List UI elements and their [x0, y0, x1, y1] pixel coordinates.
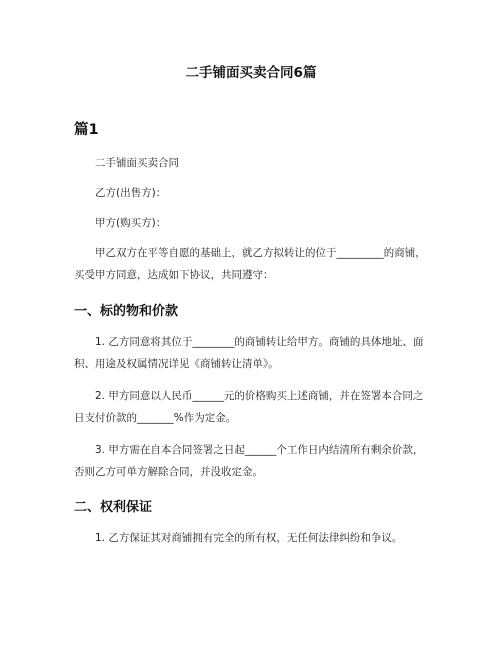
- section-heading-subject-and-price: 一、标的物和价款: [74, 304, 179, 319]
- part-heading: 篇1: [74, 122, 99, 138]
- document-title: 二手铺面买卖合同6篇: [185, 65, 317, 81]
- clause-1-1: 1. 乙方同意将其位于________的商铺转让给甲方。商铺的具体地址、面积、用途及权属情况详见《商铺转让清单》。: [74, 336, 424, 370]
- clause-2-1: 1. 乙方保证其对商铺拥有完全的所有权，无任何法律纠纷和争议。: [95, 532, 403, 544]
- clause-1-3: 3. 甲方需在自本合同签署之日起______个工作日内结清所有剩余价款，否则乙方可单方解除合同，并没收定金。: [74, 444, 424, 478]
- party-b-line: 乙方(出售方)：: [95, 187, 167, 199]
- contract-name: 二手铺面买卖合同: [95, 157, 179, 169]
- clause-1-2: 2. 甲方同意以人民币______元的价格购买上述商铺，并在签署本合同之日支付价款的_______%作为定金。: [74, 390, 424, 424]
- preamble-paragraph: 甲乙双方在平等自愿的基础上，就乙方拟转让的位于_________的商铺，买受甲方同意，达成如下协议，共同遵守：: [74, 247, 426, 281]
- section-heading-rights-guarantee: 二、权利保证: [74, 500, 153, 515]
- party-a-line: 甲方(购买方)：: [95, 217, 167, 229]
